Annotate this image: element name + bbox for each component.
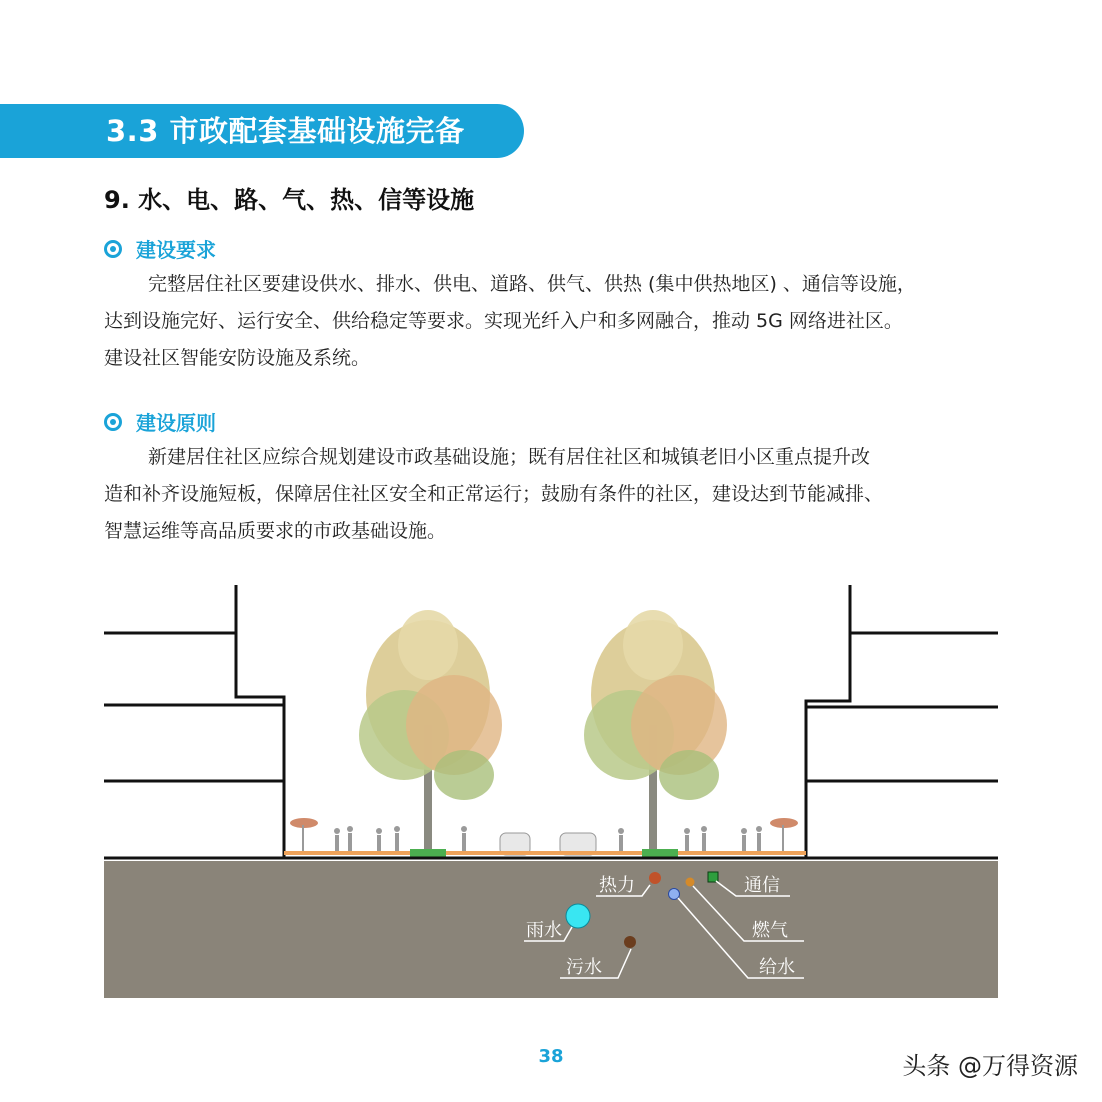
requirements-paragraph bbox=[104, 266, 1004, 377]
right-building bbox=[806, 585, 998, 858]
requirements-line: 完整居住社区要建设供水、排水、供电、道路、供气、供热 (集中供热地区) 、通信等设施， bbox=[148, 273, 916, 295]
principles-paragraph bbox=[104, 439, 1004, 550]
requirements-line: 达到设施完好、运行安全、供给稳定等要求。实现光纤入户和多网融合，推动 5G 网络进社区。 bbox=[104, 310, 903, 332]
rainwater-pipe-icon bbox=[566, 904, 590, 928]
gas-pipe-icon bbox=[686, 878, 695, 887]
rain-label: 雨水 bbox=[526, 920, 562, 941]
principles-heading bbox=[104, 407, 216, 436]
water-label: 给水 bbox=[759, 957, 795, 978]
banner-title: 3.3 市政配套基础设施完备 bbox=[106, 114, 465, 148]
page-number: 38 bbox=[538, 1046, 564, 1067]
section-title: 9. 水、电、路、气、热、信等设施 bbox=[104, 186, 475, 214]
sidewalk-paving bbox=[284, 851, 806, 855]
circle-bullet-icon bbox=[104, 413, 122, 431]
requirements-heading-text: 建设要求 bbox=[136, 238, 216, 262]
heat-pipe-icon bbox=[649, 872, 661, 884]
watermark-text: 头条 @万得资源 bbox=[902, 1052, 1078, 1080]
planter-right bbox=[642, 849, 678, 857]
water-supply-pipe-icon bbox=[669, 889, 680, 900]
sewage-label: 污水 bbox=[566, 957, 602, 978]
circle-bullet-icon bbox=[104, 240, 122, 258]
planter-left bbox=[410, 849, 446, 857]
principles-line: 智慧运维等高品质要求的市政基础设施。 bbox=[104, 520, 447, 542]
right-tree bbox=[584, 610, 727, 855]
requirements-heading bbox=[104, 234, 216, 263]
street-section-diagram bbox=[104, 585, 998, 998]
sewage-pipe-icon bbox=[624, 936, 636, 948]
left-building bbox=[104, 585, 284, 858]
telecom-label: 通信 bbox=[744, 875, 780, 896]
principles-heading-text: 建设原则 bbox=[136, 411, 216, 435]
principles-line: 造和补齐设施短板，保障居住社区安全和正常运行；鼓励有条件的社区，建设达到节能减排、 bbox=[104, 483, 884, 505]
gas-label: 燃气 bbox=[752, 920, 788, 941]
heat-label: 热力 bbox=[599, 875, 635, 896]
requirements-line: 建设社区智能安防设施及系统。 bbox=[104, 347, 371, 369]
left-tree bbox=[359, 610, 502, 855]
section-banner bbox=[0, 104, 524, 158]
principles-line: 新建居住社区应综合规划建设市政基础设施；既有居住社区和城镇老旧小区重点提升改 bbox=[148, 446, 871, 468]
